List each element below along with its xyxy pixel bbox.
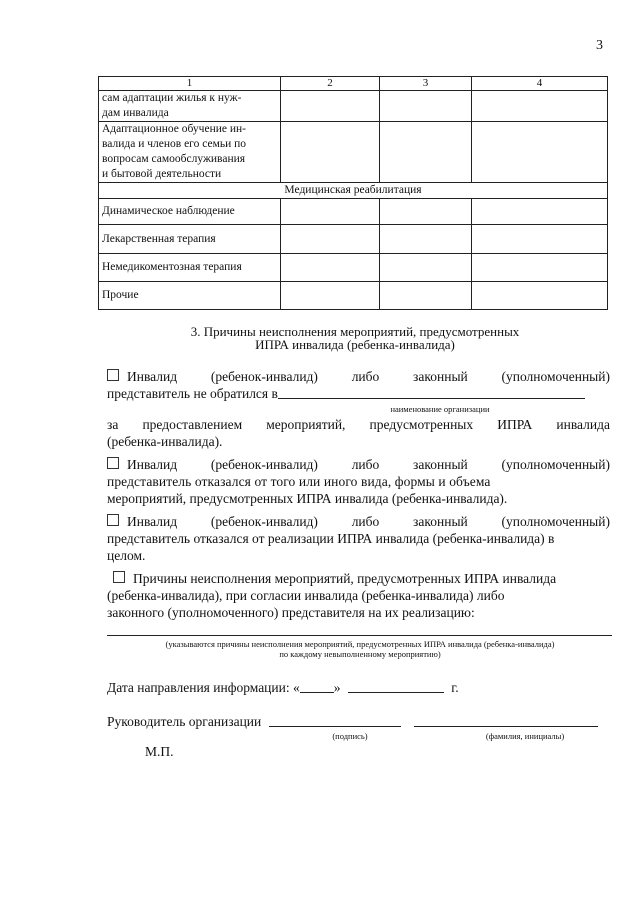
table-row <box>99 122 608 183</box>
option-word: (уполномоченный) <box>501 457 610 472</box>
option-word: (ребенок-инвалид) <box>210 514 318 529</box>
table-cell[interactable] <box>380 282 472 310</box>
option-line: законного (уполномоченного) представителя на их реализацию: <box>107 605 475 620</box>
organization-name-field[interactable] <box>278 386 585 399</box>
row-label: Лекарственная терапия <box>99 225 281 254</box>
table-header-row <box>99 77 608 91</box>
caption-line: (указываются причины неисполнения мероприятий, предусмотренных ИПРА инвалида (ребенка-инвалида) <box>165 639 555 649</box>
word: инвалида <box>556 417 610 432</box>
checkbox[interactable] <box>107 369 119 381</box>
section-header: Медицинская реабилитация <box>99 183 608 199</box>
option-line: целом. <box>107 548 146 563</box>
option-line: мероприятий, предусмотренных ИПРА инвалида (ребенка-инвалида). <box>107 491 508 506</box>
table-cell[interactable] <box>281 122 380 183</box>
table-cell[interactable] <box>472 199 608 225</box>
table-cell[interactable] <box>472 91 608 122</box>
row-label-line: дам инвалида <box>102 107 169 119</box>
word: ИПРА <box>497 417 533 432</box>
table-row <box>99 254 608 282</box>
table-cell[interactable] <box>281 254 380 282</box>
option-refused-whole <box>107 513 610 564</box>
checkbox[interactable] <box>107 457 119 469</box>
option-text: Причины неисполнения мероприятий, предусмотренных ИПРА инвалида <box>133 571 557 586</box>
word: предусмотренных <box>369 417 474 432</box>
option-refused-partial <box>107 456 610 507</box>
option-line: представитель отказался от того или иного вида, формы и объема <box>107 474 491 489</box>
reasons-field-line[interactable] <box>107 635 612 636</box>
rehabilitation-table <box>98 76 608 310</box>
section-header-row <box>99 183 608 199</box>
option-word: (уполномоченный) <box>501 369 610 384</box>
section-title <box>100 325 610 351</box>
date-label: Дата направления информации: « <box>107 680 300 695</box>
table-cell[interactable] <box>380 225 472 254</box>
row-label-line: валида и членов его семьи по <box>102 138 247 150</box>
option-word: Инвалид <box>127 369 178 384</box>
fullname-field[interactable] <box>414 714 598 727</box>
option-line <box>107 456 610 473</box>
row-label-line: вопросам самообслуживания <box>102 153 246 165</box>
option-word: (ребенок-инвалид) <box>210 457 318 472</box>
option-line: (ребенка-инвалида). <box>107 434 223 449</box>
option-word-first <box>107 513 177 530</box>
option-word: законный <box>413 457 468 472</box>
caption-line: по каждому невыполненному мероприятию) <box>279 649 441 659</box>
table-cell[interactable] <box>380 91 472 122</box>
option-line <box>107 368 610 385</box>
table-cell[interactable] <box>281 91 380 122</box>
table-row <box>99 199 608 225</box>
table-cell[interactable] <box>380 199 472 225</box>
row-label: Немедикоментозная терапия <box>99 254 281 282</box>
row-label: Прочие <box>99 282 281 310</box>
option-other-reasons <box>107 570 610 621</box>
section-title-line: 3. Причины неисполнения мероприятий, предусмотренных <box>190 324 520 339</box>
option-word-first <box>107 456 177 473</box>
word: предоставлением <box>142 417 243 432</box>
signature-field[interactable] <box>269 714 401 727</box>
option-line: (ребенка-инвалида), при согласии инвалида (ребенка-инвалида) либо <box>107 588 505 603</box>
row-label-line: и бытовой деятельности <box>102 168 222 180</box>
column-header: 1 <box>99 77 281 91</box>
date-quote: » <box>333 680 341 695</box>
signature-row <box>107 713 598 730</box>
section-title-line: ИПРА инвалида (ребенка-инвалида) <box>255 337 455 352</box>
option-word: либо <box>351 457 380 472</box>
option-not-applied-cont <box>107 416 610 450</box>
option-not-applied <box>107 368 610 402</box>
organization-caption: наименование организации <box>390 404 490 414</box>
column-header: 3 <box>380 77 472 91</box>
reasons-caption <box>100 639 620 659</box>
table-cell[interactable] <box>380 122 472 183</box>
option-word-first <box>107 368 177 385</box>
table-cell[interactable] <box>472 282 608 310</box>
option-word: (уполномоченный) <box>501 514 610 529</box>
option-line: представитель отказался от реализации ИПРА инвалида (ребенка-инвалида) в <box>107 531 555 546</box>
option-word: Инвалид <box>127 457 178 472</box>
signature-label: Руководитель организации <box>107 714 262 729</box>
option-line <box>107 513 610 530</box>
table-cell[interactable] <box>281 282 380 310</box>
option-text: представитель не обратился в <box>107 386 278 401</box>
word: за <box>107 417 119 432</box>
table-row <box>99 225 608 254</box>
option-word: законный <box>413 369 468 384</box>
table-cell[interactable] <box>472 254 608 282</box>
fullname-caption: (фамилия, инициалы) <box>485 731 565 741</box>
row-label <box>99 91 281 122</box>
word: мероприятий, <box>266 417 346 432</box>
signature-caption: (подпись) <box>332 731 368 741</box>
row-label-line: Адаптационное обучение ин- <box>102 123 246 135</box>
date-row <box>107 679 459 696</box>
row-label: Динамическое наблюдение <box>99 199 281 225</box>
table-row <box>99 282 608 310</box>
table-cell[interactable] <box>281 225 380 254</box>
option-line <box>107 570 610 587</box>
date-day-field[interactable] <box>300 680 334 693</box>
table-cell[interactable] <box>380 254 472 282</box>
date-month-field[interactable] <box>348 680 444 693</box>
checkbox[interactable] <box>113 571 125 583</box>
stamp-placeholder: М.П. <box>145 744 174 759</box>
option-word: либо <box>351 369 380 384</box>
date-suffix: г. <box>451 680 459 695</box>
option-line <box>107 416 610 433</box>
checkbox[interactable] <box>107 514 119 526</box>
table-row <box>99 91 608 122</box>
row-label-line: сам адаптации жилья к нуж- <box>102 92 242 104</box>
table-cell[interactable] <box>472 225 608 254</box>
option-word: Инвалид <box>127 514 178 529</box>
table-cell[interactable] <box>472 122 608 183</box>
option-word: (ребенок-инвалид) <box>210 369 318 384</box>
page-number: 3 <box>596 38 603 53</box>
option-line <box>107 385 610 402</box>
option-word: законный <box>413 514 468 529</box>
column-header: 2 <box>281 77 380 91</box>
table-cell[interactable] <box>281 199 380 225</box>
column-header: 4 <box>472 77 608 91</box>
option-word: либо <box>351 514 380 529</box>
row-label <box>99 122 281 183</box>
